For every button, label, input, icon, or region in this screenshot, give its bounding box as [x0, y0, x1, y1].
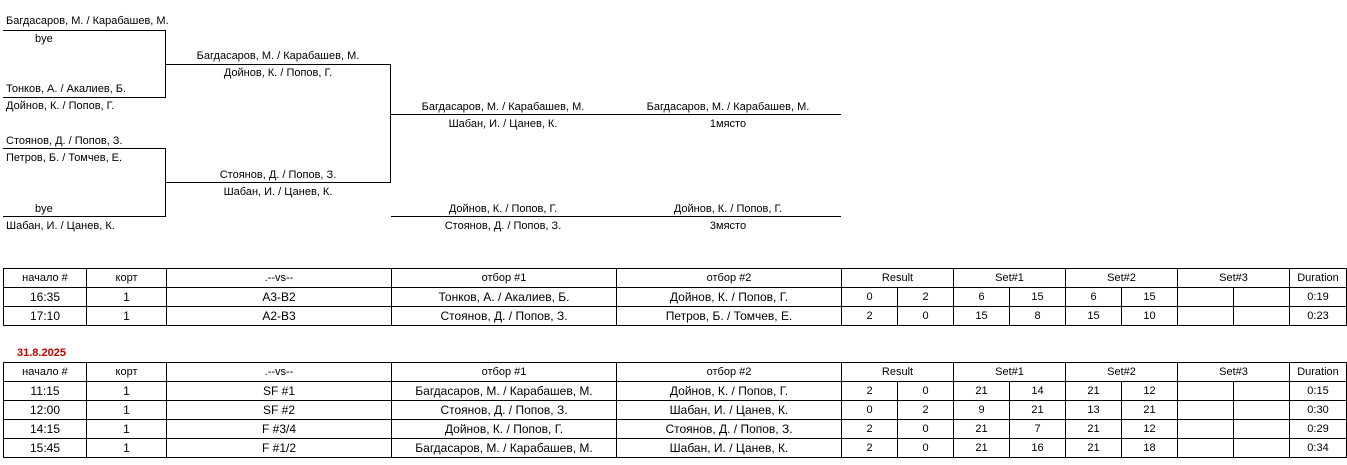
cell-set1-a: 21	[954, 382, 1010, 401]
cell-set1-b: 8	[1010, 307, 1066, 326]
cell-set2-a: 21	[1066, 382, 1122, 401]
cell-team1: Тонков, А. / Акалиев, Б.	[392, 288, 617, 307]
header-set1: Set#1	[954, 269, 1066, 288]
r1-m1-top: Багдасаров, М. / Карабашев, М.	[6, 15, 169, 27]
cell-duration: 0:23	[1290, 307, 1347, 326]
cell-set1-a: 6	[954, 288, 1010, 307]
cell-set2-b: 10	[1122, 307, 1178, 326]
r2-w1: Багдасаров, М. / Карабашев, М.	[196, 50, 360, 62]
table-row	[4, 439, 1347, 458]
cell-result-1: 2	[842, 420, 898, 439]
cell-result-2: 2	[898, 288, 954, 307]
cell-result-1: 0	[842, 401, 898, 420]
header-court: корт	[87, 269, 167, 288]
cell-team1: Багдасаров, М. / Карабашев, М.	[392, 439, 617, 458]
final-bottom: Шабан, И. / Цанев, К.	[448, 118, 558, 130]
cell-team1: Стоянов, Д. / Попов, З.	[392, 401, 617, 420]
cell-result-1: 2	[842, 307, 898, 326]
bracket-line	[3, 216, 166, 217]
cell-set2-a: 6	[1066, 288, 1122, 307]
bracket-line	[166, 64, 391, 65]
header-team2: отбор #2	[617, 363, 842, 382]
cell-set3-a	[1178, 420, 1234, 439]
cell-result-2: 0	[898, 307, 954, 326]
header-result: Result	[842, 363, 954, 382]
cell-set3-a	[1178, 382, 1234, 401]
cell-set3-b	[1234, 382, 1290, 401]
cell-set2-a: 15	[1066, 307, 1122, 326]
cell-set3-a	[1178, 401, 1234, 420]
cell-set2-b: 15	[1122, 288, 1178, 307]
cell-team2: Дойнов, К. / Попов, Г.	[617, 288, 842, 307]
cell-set2-b: 12	[1122, 420, 1178, 439]
bracket-line	[3, 97, 166, 98]
r1-m4-top: bye	[35, 203, 53, 215]
bracket-line	[391, 114, 841, 115]
cell-duration: 0:34	[1290, 439, 1347, 458]
cell-vs: F #1/2	[167, 439, 392, 458]
table-row	[4, 401, 1347, 420]
header-team1: отбор #1	[392, 363, 617, 382]
cell-court: 1	[87, 420, 167, 439]
bracket-line	[3, 30, 166, 31]
third-place: 3място	[709, 220, 747, 232]
r2-w2: Дойнов, К. / Попов, Г.	[223, 67, 333, 79]
third-top: Дойнов, К. / Попов, Г.	[448, 203, 558, 215]
table-row	[4, 382, 1347, 401]
cell-start: 11:15	[4, 382, 87, 401]
cell-set3-a	[1178, 307, 1234, 326]
table-header	[4, 363, 1347, 382]
header-set1: Set#1	[954, 363, 1066, 382]
cell-set1-b: 16	[1010, 439, 1066, 458]
r1-m1-bottom: bye	[35, 33, 53, 45]
table-row	[4, 420, 1347, 439]
r1-m3-top: Стоянов, Д. / Попов, З.	[6, 135, 123, 147]
cell-team2: Шабан, И. / Цанев, К.	[617, 439, 842, 458]
header-set3: Set#3	[1178, 269, 1290, 288]
header-result: Result	[842, 269, 954, 288]
cell-result-2: 0	[898, 382, 954, 401]
cell-set1-a: 21	[954, 439, 1010, 458]
cell-vs: SF #1	[167, 382, 392, 401]
cell-court: 1	[87, 288, 167, 307]
cell-set3-a	[1178, 288, 1234, 307]
table-row	[4, 307, 1347, 326]
header-vs: .--vs--	[167, 363, 392, 382]
cell-vs: A2-B3	[167, 307, 392, 326]
cell-duration: 0:30	[1290, 401, 1347, 420]
r1-m3-bottom: Петров, Б. / Томчев, Е.	[6, 152, 123, 164]
final-top: Багдасаров, М. / Карабашев, М.	[421, 101, 585, 113]
cell-duration: 0:15	[1290, 382, 1347, 401]
cell-start: 16:35	[4, 288, 87, 307]
cell-team2: Петров, Б. / Томчев, Е.	[617, 307, 842, 326]
r1-m2-bottom: Дойнов, К. / Попов, Г.	[6, 100, 115, 112]
cell-set1-a: 15	[954, 307, 1010, 326]
cell-set3-b	[1234, 401, 1290, 420]
header-team2: отбор #2	[617, 269, 842, 288]
cell-duration: 0:19	[1290, 288, 1347, 307]
cell-set1-b: 21	[1010, 401, 1066, 420]
cell-result-2: 0	[898, 439, 954, 458]
r2-w3: Стоянов, Д. / Попов, З.	[219, 169, 337, 181]
cell-set3-b	[1234, 288, 1290, 307]
header-court: корт	[87, 363, 167, 382]
third-bottom: Стоянов, Д. / Попов, З.	[444, 220, 562, 232]
cell-team1: Багдасаров, М. / Карабашев, М.	[392, 382, 617, 401]
final-winner: Багдасаров, М. / Карабашев, М.	[646, 101, 810, 113]
bracket-line	[3, 148, 166, 149]
cell-start: 14:15	[4, 420, 87, 439]
cell-result-1: 2	[842, 382, 898, 401]
cell-court: 1	[87, 439, 167, 458]
header-vs: .--vs--	[167, 269, 392, 288]
cell-result-2: 0	[898, 420, 954, 439]
cell-vs: F #3/4	[167, 420, 392, 439]
cell-result-2: 2	[898, 401, 954, 420]
cell-set1-a: 21	[954, 420, 1010, 439]
cell-start: 12:00	[4, 401, 87, 420]
cell-set1-b: 7	[1010, 420, 1066, 439]
date-label: 31.8.2025	[17, 347, 66, 359]
header-set2: Set#2	[1066, 269, 1178, 288]
header-set3: Set#3	[1178, 363, 1290, 382]
header-start: начало #	[4, 269, 87, 288]
r2-w4: Шабан, И. / Цанев, К.	[223, 186, 333, 198]
cell-set1-b: 14	[1010, 382, 1066, 401]
table-row	[4, 288, 1347, 307]
cell-set2-a: 21	[1066, 439, 1122, 458]
cell-set3-a	[1178, 439, 1234, 458]
header-duration: Duration	[1290, 269, 1347, 288]
cell-vs: SF #2	[167, 401, 392, 420]
r1-m2-top: Тонков, А. / Акалиев, Б.	[6, 83, 127, 95]
cell-set3-b	[1234, 439, 1290, 458]
cell-team2: Стоянов, Д. / Попов, З.	[617, 420, 842, 439]
cell-result-1: 0	[842, 288, 898, 307]
schedule-table-2	[3, 362, 1347, 458]
cell-set1-b: 15	[1010, 288, 1066, 307]
cell-start: 15:45	[4, 439, 87, 458]
cell-set2-a: 21	[1066, 420, 1122, 439]
bracket-line	[391, 216, 841, 217]
cell-set2-a: 13	[1066, 401, 1122, 420]
cell-court: 1	[87, 307, 167, 326]
cell-court: 1	[87, 401, 167, 420]
cell-court: 1	[87, 382, 167, 401]
schedule-table-1	[3, 268, 1347, 326]
header-team1: отбор #1	[392, 269, 617, 288]
cell-vs: A3-B2	[167, 288, 392, 307]
cell-team1: Стоянов, Д. / Попов, З.	[392, 307, 617, 326]
cell-set2-b: 18	[1122, 439, 1178, 458]
cell-duration: 0:29	[1290, 420, 1347, 439]
header-start: начало #	[4, 363, 87, 382]
header-duration: Duration	[1290, 363, 1347, 382]
cell-set2-b: 12	[1122, 382, 1178, 401]
bracket-line	[166, 182, 391, 183]
r1-m4-bottom: Шабан, И. / Цанев, К.	[6, 220, 115, 232]
table-header	[4, 269, 1347, 288]
third-winner: Дойнов, К. / Попов, Г.	[673, 203, 783, 215]
cell-set2-b: 21	[1122, 401, 1178, 420]
cell-start: 17:10	[4, 307, 87, 326]
cell-result-1: 2	[842, 439, 898, 458]
cell-team1: Дойнов, К. / Попов, Г.	[392, 420, 617, 439]
header-set2: Set#2	[1066, 363, 1178, 382]
cell-team2: Дойнов, К. / Попов, Г.	[617, 382, 842, 401]
final-place: 1място	[709, 118, 747, 130]
cell-set1-a: 9	[954, 401, 1010, 420]
cell-set3-b	[1234, 420, 1290, 439]
cell-team2: Шабан, И. / Цанев, К.	[617, 401, 842, 420]
cell-set3-b	[1234, 307, 1290, 326]
